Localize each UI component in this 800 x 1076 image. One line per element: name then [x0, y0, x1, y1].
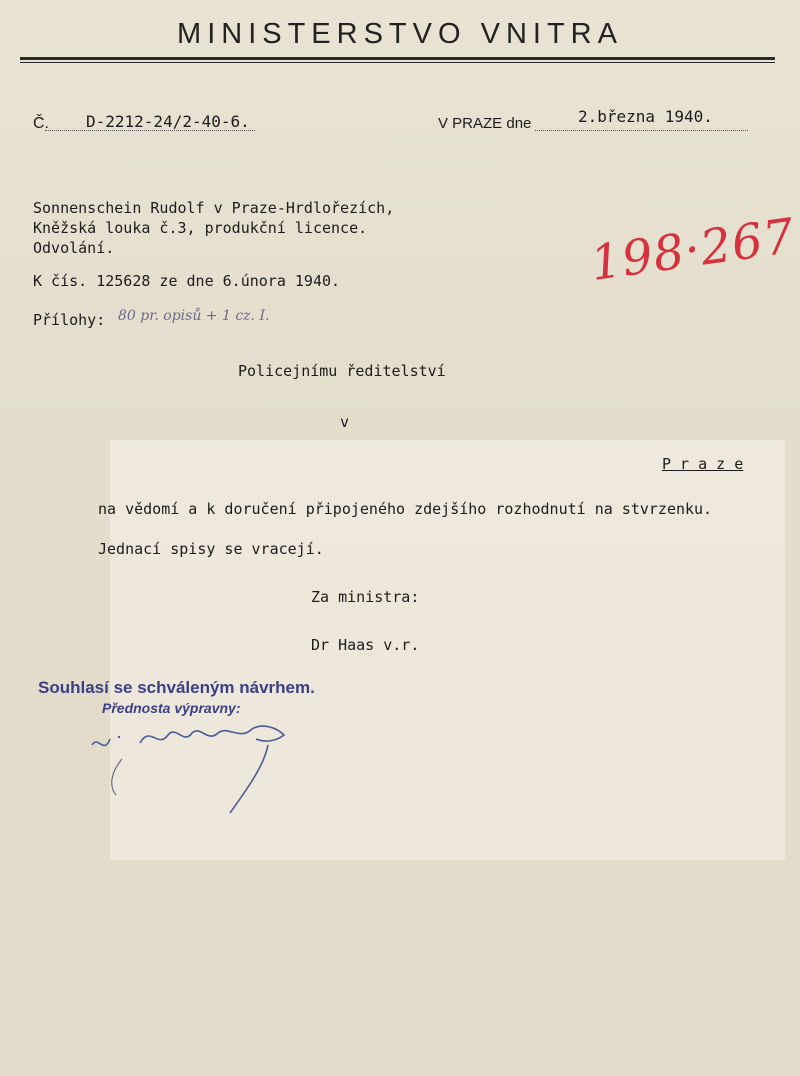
attachments-label: Přílohy: [33, 311, 106, 329]
place-label: V PRAZE dne [438, 115, 532, 132]
ministry-header: MINISTERSTVO VNITRA [177, 18, 623, 50]
addressee-line-1: Policejnímu ředitelství [238, 362, 446, 380]
signature-line-1: Za ministra: [311, 588, 420, 606]
reference-line: K čís. 125628 ze dne 6.února 1940. [33, 272, 341, 290]
addressee-city: P r a z e [662, 455, 744, 473]
addressee-line-2: v [340, 413, 350, 431]
approval-stamp-line-2: Přednosta výpravny: [102, 700, 241, 716]
reference-number: D-2212-24/2-40-6. [86, 112, 250, 131]
subject-line-3: Odvolání. [33, 239, 115, 257]
header-rule-thin [20, 62, 775, 63]
approval-stamp-line-1: Souhlasí se schváleným návrhem. [38, 678, 315, 697]
date-dotted-line [535, 129, 748, 131]
subject-line-2: Kněžská louka č.3, produkční licence. [33, 219, 368, 237]
body-line-1: na vědomí a k doručení připojeného zdejšího rozhodnutí na stvrzenku. [98, 500, 713, 518]
reference-c-label: Č. [33, 115, 49, 132]
signature-line-2: Dr Haas v.r. [311, 636, 420, 654]
header-rule-thick [20, 57, 775, 60]
subject-line-1: Sonnenschein Rudolf v Praze-Hrdlořezích, [33, 199, 395, 217]
attachments-handwritten: 80 pr. opisů + 1 cz. I. [118, 308, 270, 324]
date-value: 2.března 1940. [578, 107, 713, 126]
body-line-2: Jednací spisy se vracejí. [98, 540, 324, 558]
handwritten-signature [80, 715, 300, 825]
red-registry-number: 198·267 [587, 207, 799, 293]
